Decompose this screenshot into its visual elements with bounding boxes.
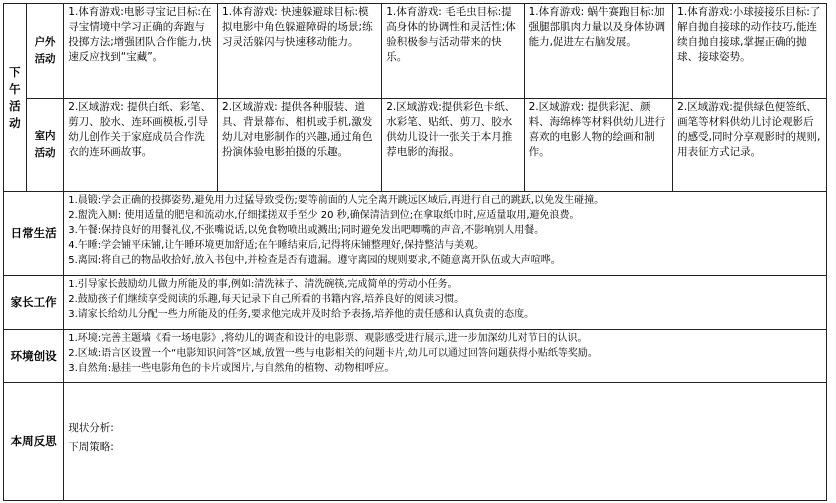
current-analysis-label: 现状分析: [68, 422, 114, 434]
indoor-activity-day-2: 2.区域游戏: 提供各种服装、道具、背景幕布、相机或手机,激发幼儿对电影制作的兴趣,通过角色扮演体验电影拍摄的乐趣。 [218, 99, 382, 192]
outdoor-activity-day-4: 1.体育游戏: 蜗牛赛跑目标:加强腿部肌肉力量以及身体协调能力,促进左右脑发展。 [524, 4, 673, 99]
environment-line: 2.区域:语言区设置一个“电影知识问答”区域,放置一些与电影相关的问题卡片,幼儿可以通过回答问题获得小贴纸等奖励。 [68, 348, 598, 359]
reflection-label: 本周反思 [4, 383, 64, 501]
outdoor-activity-day-5: 1.体育游戏:小球接接乐目标:了解自抛自接球的动作技巧,能连续自抛自接球,掌握正确的抛球、接球姿势。 [673, 4, 827, 99]
reflection-content [64, 383, 827, 501]
parents-work-content [64, 276, 827, 330]
indoor-activities-label: 室内 活动 [26, 99, 63, 192]
parents-work-label: 家长工作 [4, 276, 64, 330]
weekly-plan-table [3, 3, 827, 501]
environment-line: 3.自然角:悬挂一些电影角色的卡片或图片,与自然角的植物、动物相呼应。 [68, 363, 395, 374]
daily-life-label: 日常生活 [4, 192, 64, 276]
parents-work-row [4, 276, 827, 330]
reflection-row [4, 383, 827, 501]
afternoon-indoor-row [4, 99, 827, 192]
environment-line: 1.环境:完善主题墙《看一场电影》,将幼儿的调查和设计的电影票、观影感受进行展示,进一步加深幼儿对节日的认识。 [68, 333, 588, 344]
environment-content [64, 330, 827, 383]
parents-work-line: 3.请家长给幼儿分配一些力所能及的任务,要求他完成并及时给予表扬,培养他的责任感和认真负责的态度。 [68, 309, 535, 320]
indoor-activity-day-1: 2.区域游戏: 提供白纸、彩笔、剪刀、胶水、连环画模板,引导幼儿创作关于家庭成员合作洗衣的连环画故事。 [64, 99, 218, 192]
daily-life-line: 5.离园:将自己的物品收拾好,放入书包中,并检查是否有遗漏。遵守离园的规则要求,不随意离开队伍或大声喧哗。 [68, 255, 561, 266]
daily-life-line: 4.午睡:学会铺平床铺,让午睡环境更加舒适;在午睡结束后,记得将床铺整理好,保持整洁与美观。 [68, 240, 485, 251]
parents-work-line: 1.引导家长鼓励幼儿做力所能及的事,例如:清洗袜子、清洗碗筷,完成简单的劳动小任务。 [68, 279, 458, 290]
indoor-activity-day-5: 2.区域游戏:提供绿色便签纸、画笔等材料供幼儿讨论观影后的感受,同时分享观影时的规则,用表征方式记录。 [673, 99, 827, 192]
outdoor-activities-label: 户外 活动 [26, 4, 63, 99]
environment-label: 环境创设 [4, 330, 64, 383]
indoor-activity-day-4: 2.区域游戏: 提供彩泥、颜料、海绵棒等材料供幼儿进行喜欢的电影人物的绘画和制作。 [524, 99, 673, 192]
daily-life-row [4, 192, 827, 276]
outdoor-activity-day-1: 1.体育游戏:电影寻宝记目标:在寻宝情境中学习正确的奔跑与投掷方法;增强团队合作能力,快速反应找到“宝藏”。 [64, 4, 218, 99]
daily-life-line: 3.午餐:保持良好的用餐礼仪,不张嘴说话,以免食物喷出或溅出;同时避免发出吧唧嘴的声音,不影响别人用餐。 [68, 225, 545, 236]
outdoor-activity-day-2: 1.体育游戏: 快速躲避球目标:模拟电影中角色躲避障碍的场景;练习灵活躲闪与快速移动能力。 [218, 4, 382, 99]
afternoon-outdoor-row [4, 4, 827, 99]
daily-life-line: 2.盥洗入厕: 使用适量的肥皂和流动水,仔细揉搓双手至少 20 秒,确保清洁到位;在拿取纸巾时,应适量取用,避免浪费。 [68, 210, 580, 221]
outdoor-activity-day-3: 1.体育游戏: 毛毛虫目标:提高身体的协调性和灵活性;体验积极参与活动带来的快乐。 [382, 4, 524, 99]
environment-row [4, 330, 827, 383]
afternoon-activities-label: 下 午 活 动 [4, 4, 27, 192]
daily-life-line: 1.晨锻:学会正确的投掷姿势,避免用力过猛导致受伤;要等前面的人完全离开跳远区域后,再进行自己的跳跃,以免发生碰撞。 [68, 195, 605, 206]
daily-life-content [64, 192, 827, 276]
next-week-strategy-label: 下周策略: [68, 441, 114, 453]
indoor-activity-day-3: 2.区域游戏:提供彩色卡纸、水彩笔、贴纸、剪刀、胶水供幼儿设计一张关于本月推荐电影的海报。 [382, 99, 524, 192]
parents-work-line: 2.鼓励孩子们继续享受阅读的乐趣,每天记录下自己所看的书籍内容,培养良好的阅读习惯。 [68, 294, 465, 305]
